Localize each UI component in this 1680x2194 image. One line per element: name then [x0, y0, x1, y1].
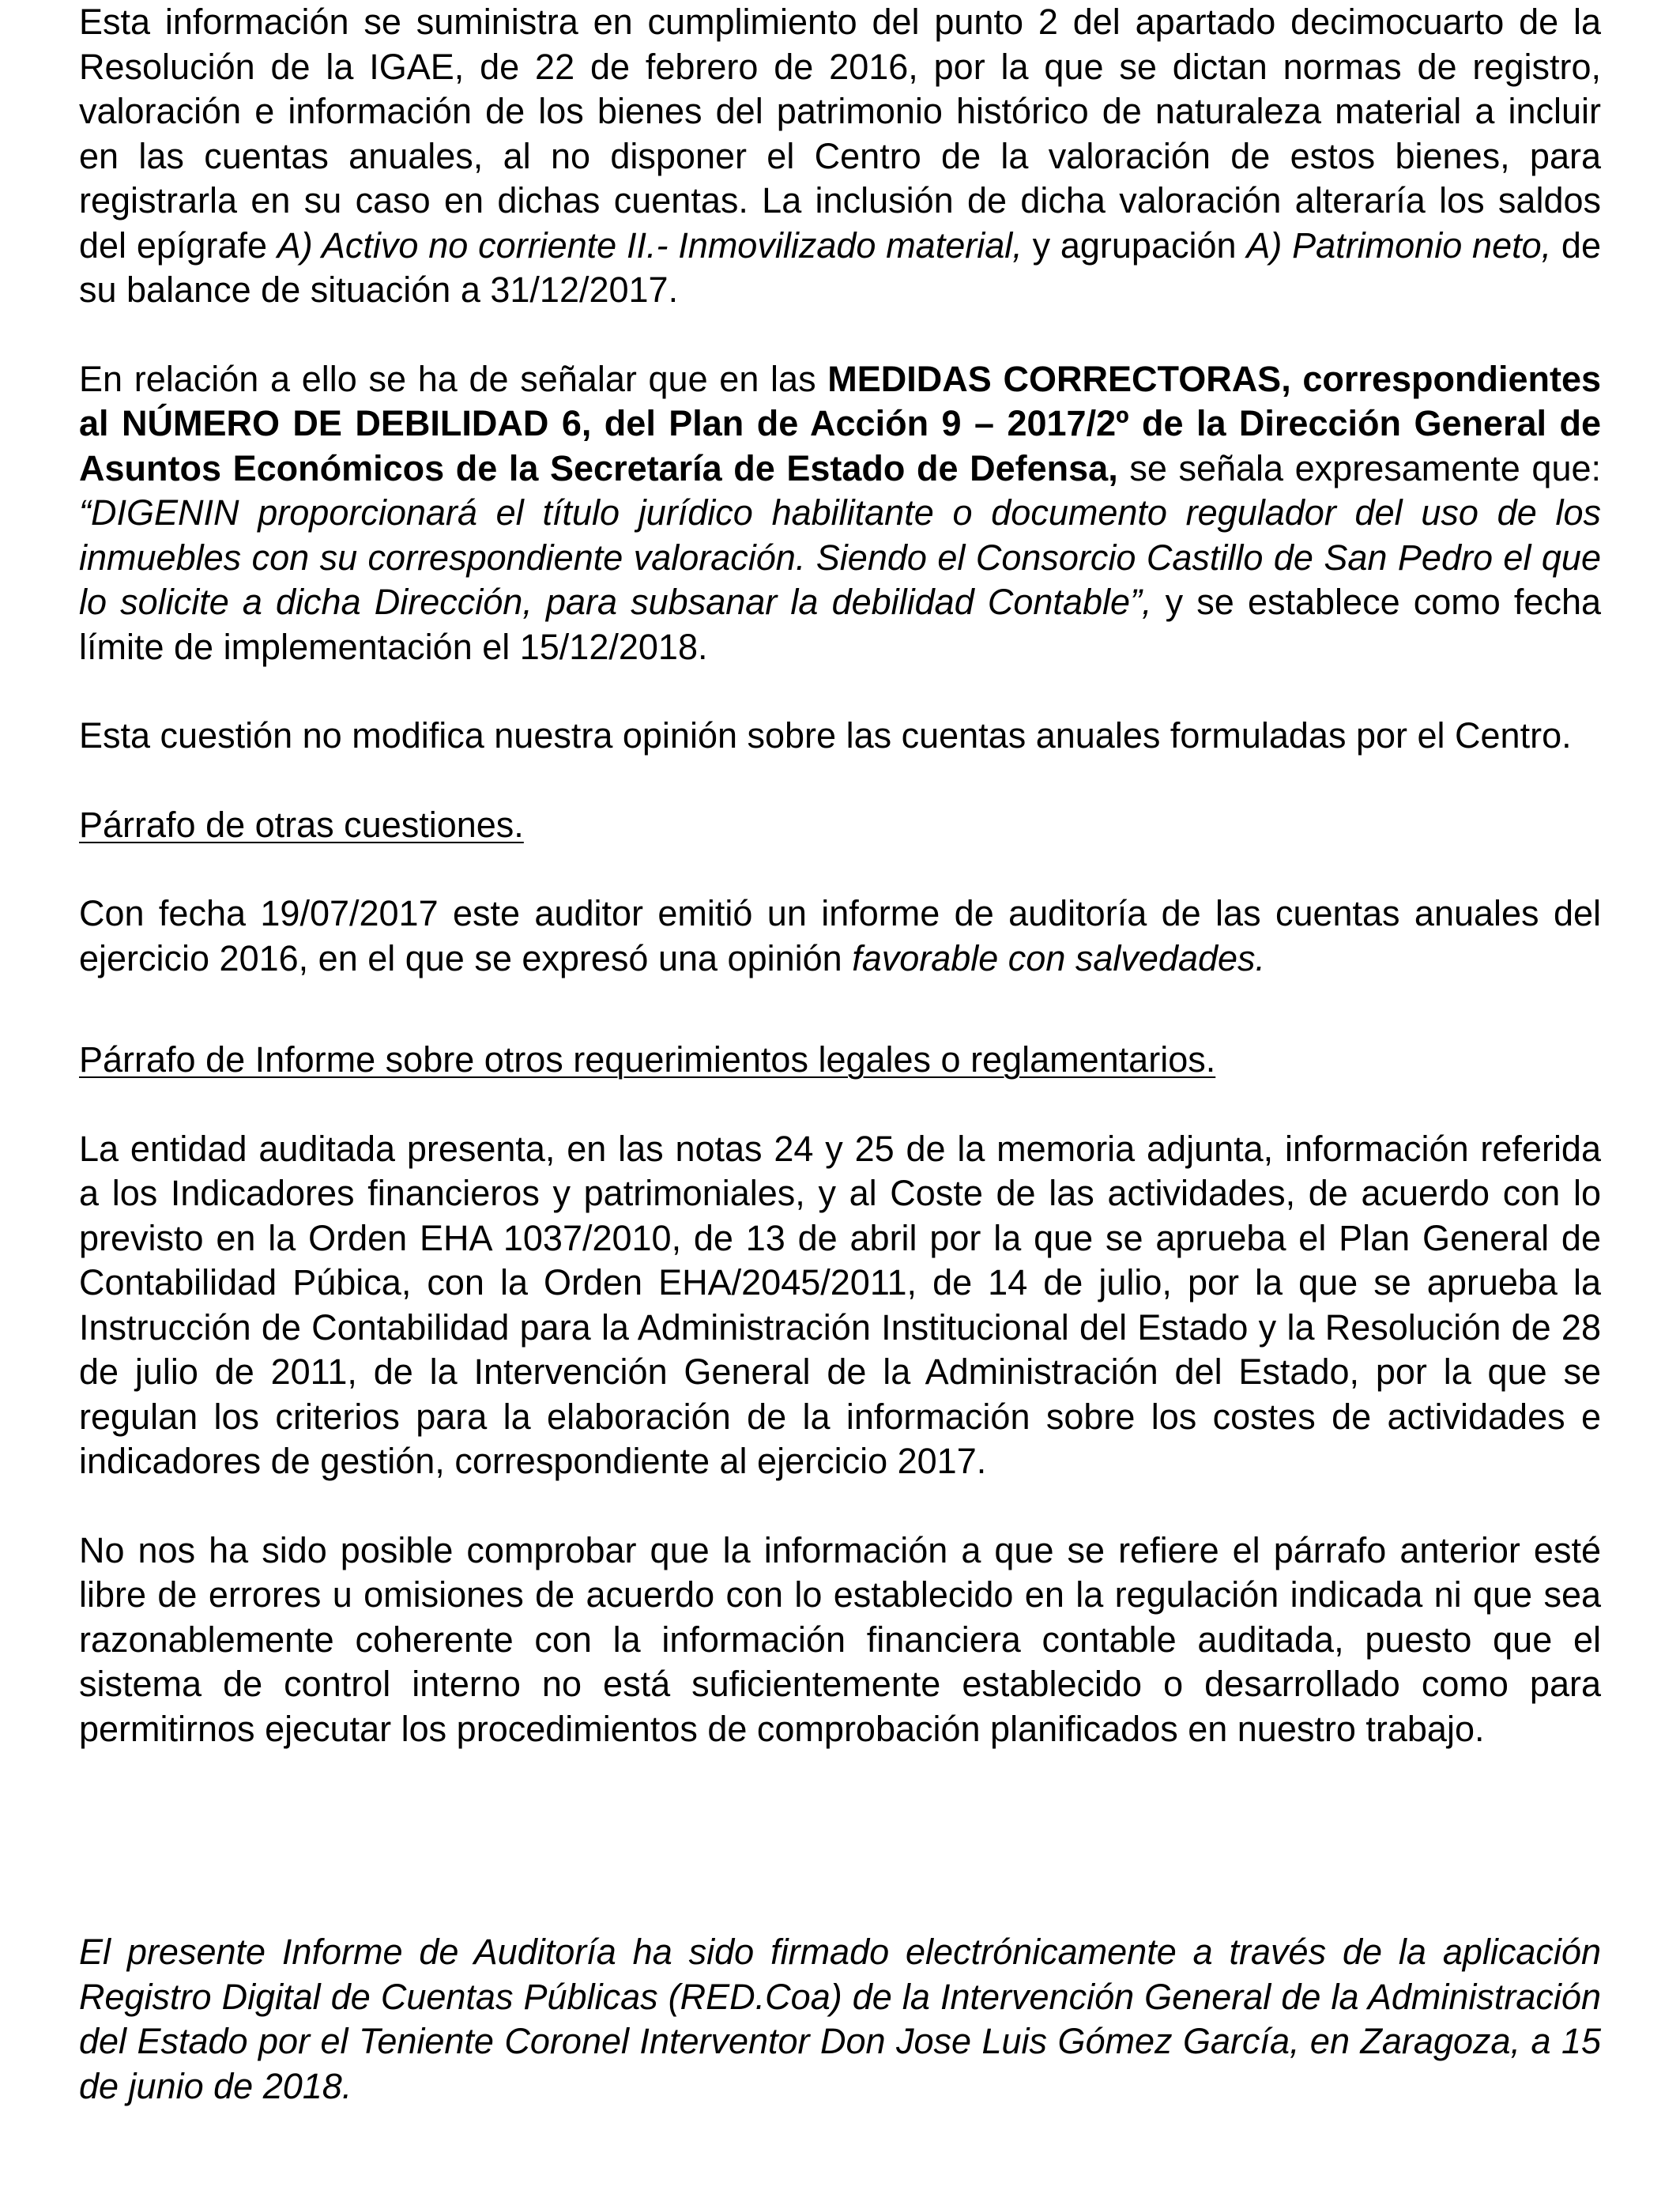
paragraph-previous-report — [79, 892, 1601, 981]
italic-run: favorable con salvedades. — [852, 937, 1266, 978]
paragraph-valuation-info — [79, 0, 1601, 313]
paragraph-indicators-costs: La entidad auditada presenta, en las notas 24 y 25 de la memoria adjunta, información referida a los Indicadores financieros y patrimoniales, y al Coste de las actividades, de acuerdo con lo previsto en la Orden EHA 1037/2010, de 13 de abril por la que se aprueba el Plan General de Contabilidad Púbica, con la Orden EHA/2045/2011, de 14 de julio, por la que se aprueba la Instrucción de Contabilidad para la Administración Institucional del Estado y la Resolución de 28 de julio de 2011, de la Intervención General de la Administración del Estado, por la que se regulan los criterios para la elaboración de la información sobre los costes de actividades e indicadores de gestión, correspondiente al ejercicio 2017. — [79, 1128, 1601, 1481]
paragraph-electronic-signature — [79, 1930, 1601, 2109]
text-run: y agrupación — [1022, 224, 1247, 266]
paragraph-corrective-measures — [79, 357, 1601, 670]
italic-run: A) Patrimonio neto, — [1246, 224, 1552, 266]
italic-run: A) Activo no corriente II.- Inmovilizado material, — [277, 224, 1023, 266]
text-run: se señala expresamente que: — [1117, 447, 1601, 488]
document-page — [79, 0, 1601, 2109]
text-run: y se establece como fecha límite de implementación el 15/12/2018. — [79, 582, 1602, 667]
paragraph-opinion-unchanged: Esta cuestión no modifica nuestra opinión sobre las cuentas anuales formuladas por el Centro. — [79, 715, 1572, 756]
paragraph-verification-limitation: No nos ha sido posible comprobar que la información a que se refiere el párrafo anterior esté libre de errores u omisiones de acuerdo con lo establecido en la regulación indicada ni que sea razonablemente coherente con la información financiera contable auditada, puesto que el sistema de control interno no está suficientemente establecido o desarrollado como para permitirnos ejecutar los procedimientos de comprobación planificados en nuestro trabajo. — [79, 1529, 1601, 1749]
heading-text: Párrafo de Informe sobre otros requerimientos legales o reglamentarios. — [79, 1039, 1216, 1080]
text-run: Con fecha 19/07/2017 este auditor emitió un informe de auditoría de las cuentas anuales del ejercicio 2016, en el que se expresó una opinión — [79, 893, 1601, 978]
text-run: Esta información se suministra en cumplimiento del punto 2 del apartado decimocuarto de la Resolución de la IGAE, de 22 de febrero de 2016, por la que se dictan normas de registro, valoración e información de los bienes del patrimonio histórico de naturaleza material a incluir en las cuentas anuales, al no disponer el Centro de la valoración de estos bienes, para registrarla en su caso en dichas cuentas. La inclusión de dicha valoración alteraría los saldos del epígrafe — [79, 2, 1601, 266]
heading-text: Párrafo de otras cuestiones. — [79, 804, 524, 845]
text-run: de su balance de situación a 31/12/2017. — [79, 224, 1601, 310]
italic-run: “DIGENIN proporcionará el título jurídico habilitante o documento regulador del uso de los inmuebles con su correspondiente valoración. Siendo el Consorcio Castillo de San Pedro el que lo solicite a dicha Dirección, para subsanar la debilidad Contable”, — [79, 492, 1601, 622]
text-run: En relación a ello se ha de señalar que en las — [79, 358, 828, 399]
bold-run: MEDIDAS CORRECTORAS, correspondientes al NÚMERO DE DEBILIDAD 6, del Plan de Acción 9 – 2017/2º de la Dirección General de Asuntos Económicos de la Secretaría de Estado de Defensa, — [79, 358, 1602, 488]
heading-legal-requirements — [79, 1038, 1601, 1083]
italic-run: El presente Informe de Auditoría ha sido firmado electrónicamente a través de la aplicación Registro Digital de Cuentas Públicas (RED.Coa) de la Intervención General de la Administración del Estado por el Teniente Coronel Interventor Don Jose Luis Gómez García, en Zaragoza, a 15 de junio de 2018. — [79, 1932, 1601, 2106]
heading-other-matters — [79, 803, 1601, 848]
